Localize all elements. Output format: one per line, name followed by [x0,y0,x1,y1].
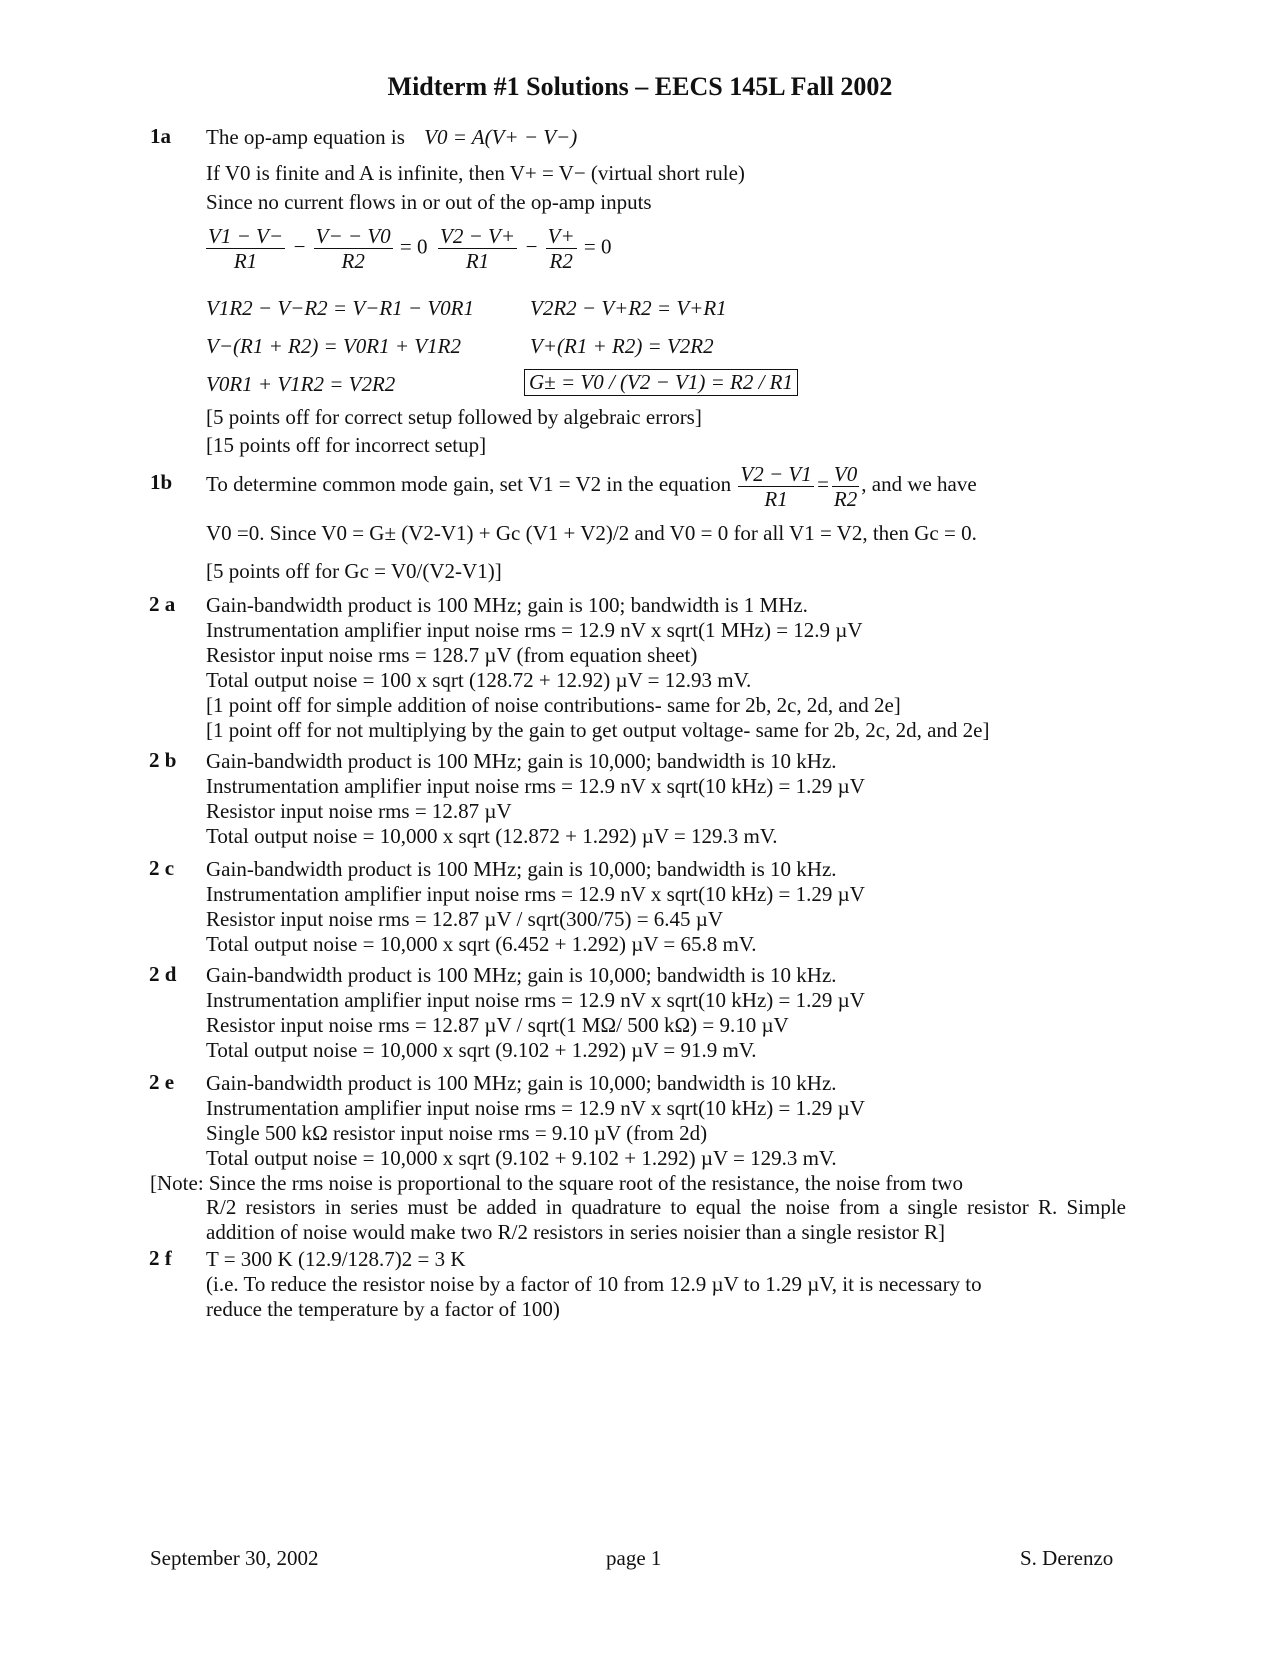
s2b-line: Total output noise = 10,000 x sqrt (12.872 + 1.292) µV = 129.3 mV. [206,824,778,848]
s1a-fraction-eq-1: $\frac{V1 - V-}{R1}$ − $\frac{V- - V0}{R2}$ = 0 [208,224,428,273]
s2f-line-1: T = 300 K (12.9/128.7)2 = 3 K [206,1247,466,1271]
fraction: $\frac{V- - V0}{R2}$ [315,224,391,273]
fraction: $\frac{V1 - V-}{R1}$ [208,224,283,273]
s2e-line: Instrumentation amplifier input noise rms = 12.9 nV x sqrt(10 kHz) = 1.29 µV [206,1096,865,1120]
label-2e: 2 e [149,1070,175,1094]
boxed-result: G± = V0 / (V2 − V1) = R2 / R1 [524,369,798,396]
s1b-line-2: V0 =0. Since V0 = G± (V2-V1) + Gc (V1 + V2)/2 and V0 = 0 for all V1 = V2, then Gc = 0. [206,521,977,545]
s2e-note-start: [Note: Since the rms noise is proportional to the square root of the resistance, the noise from two [150,1171,963,1195]
s2d-line: Instrumentation amplifier input noise rms = 12.9 nV x sqrt(10 kHz) = 1.29 µV [206,988,865,1012]
label-2d: 2 d [149,962,177,986]
s2a-line: [1 point off for simple addition of noise contributions- same for 2b, 2c, 2d, and 2e] [206,693,901,717]
label-2c: 2 c [149,856,175,880]
s2c-line: Instrumentation amplifier input noise rms = 12.9 nV x sqrt(10 kHz) = 1.29 µV [206,882,865,906]
s1a-eq-a3: V0R1 + V1R2 = V2R2 [206,372,396,396]
fraction: $\frac{V0}{R2}$ [833,461,858,511]
s2e-note-rest: R/2 resistors in series must be added in quadrature to equal the noise from a single resistor R. Simple addition of noise would make two R/2 resistors in series noisier than a single resistor R] [206,1195,1126,1244]
s2e-line: Gain-bandwidth product is 100 MHz; gain is 10,000; bandwidth is 10 kHz. [206,1071,837,1095]
s1a-eq-a2: V−(R1 + R2) = V0R1 + V1R2 [206,334,461,358]
s1a-note-1: [5 points off for correct setup followed by algebraic errors] [206,405,702,429]
s2b-line: Resistor input noise rms = 12.87 µV [206,799,512,823]
s2a-line: Resistor input noise rms = 128.7 µV (from equation sheet) [206,643,698,667]
s1b-fraction-eq: $\frac{V2 - V1}{R1}$ = $\frac{V0}{R2}$ [740,461,858,511]
s1a-line-3: Since no current flows in or out of the op-amp inputs [206,190,652,214]
s2a-line: Instrumentation amplifier input noise rms = 12.9 nV x sqrt(1 MHz) = 12.9 µV [206,618,863,642]
s2d-line: Resistor input noise rms = 12.87 µV / sqrt(1 MΩ/ 500 kΩ) = 9.10 µV [206,1013,789,1037]
fraction: $\frac{V+}{R2}$ [547,224,575,273]
s2e-line: Total output noise = 10,000 x sqrt (9.102 + 9.102 + 1.292) µV = 129.3 mV. [206,1146,837,1170]
s1a-text-1: The op-amp equation is [206,125,405,149]
op-amp-equation: V0 = A(V+ − V−) [424,125,578,149]
footer-page-number: page 1 [606,1546,662,1570]
s2c-line: Gain-bandwidth product is 100 MHz; gain is 10,000; bandwidth is 10 kHz. [206,857,837,881]
s2f-line-3: reduce the temperature by a factor of 100) [206,1297,560,1321]
s2f-line-2: (i.e. To reduce the resistor noise by a factor of 10 from 12.9 µV to 1.29 µV, it is necessary to [206,1272,982,1296]
s2d-line: Total output noise = 10,000 x sqrt (9.102 + 1.292) µV = 91.9 mV. [206,1038,757,1062]
s1a-eq-a1: V1R2 − V−R2 = V−R1 − V0R1 [206,296,474,320]
s1b-line-3: [5 points off for Gc = V0/(V2-V1)] [206,559,502,583]
s1a-eq-b1: V2R2 − V+R2 = V+R1 [530,296,727,320]
s2c-line: Total output noise = 10,000 x sqrt (6.452 + 1.292) µV = 65.8 mV. [206,932,757,956]
s1a-line-2: If V0 is finite and A is infinite, then V+ = V− (virtual short rule) [206,161,745,185]
s1a-fraction-eq-2: $\frac{V2 - V+}{R1}$ − $\frac{V+}{R2}$ = 0 [440,224,612,273]
s2d-line: Gain-bandwidth product is 100 MHz; gain is 10,000; bandwidth is 10 kHz. [206,963,837,987]
label-1b: 1b [150,470,173,494]
s2c-line: Resistor input noise rms = 12.87 µV / sqrt(300/75) = 6.45 µV [206,907,724,931]
label-2b: 2 b [149,748,177,772]
s1b-line-1: To determine common mode gain, set V1 = V2 in the equation $\frac{V2 - V1}{R1}$ = $\frac{V0}{R2}$ , and we have [206,461,977,511]
s2a-line: [1 point off for not multiplying by the gain to get output voltage- same for 2b, 2c, 2d, and 2e] [206,718,990,742]
fraction: $\frac{V2 - V1}{R1}$ [740,461,812,511]
s1a-eq-b2: V+(R1 + R2) = V2R2 [530,334,714,358]
s1a-note-2: [15 points off for incorrect setup] [206,433,487,457]
s2b-line: Gain-bandwidth product is 100 MHz; gain is 10,000; bandwidth is 10 kHz. [206,749,837,773]
s2e-line: Single 500 kΩ resistor input noise rms = 9.10 µV (from 2d) [206,1121,708,1145]
fraction: $\frac{V2 - V+}{R1}$ [440,224,515,273]
label-2f: 2 f [149,1246,172,1270]
page-title: Midterm #1 Solutions – EECS 145L Fall 2002 [387,72,893,101]
s2a-line: Gain-bandwidth product is 100 MHz; gain is 100; bandwidth is 1 MHz. [206,593,808,617]
s1a-line-1 [206,124,577,150]
label-1a: 1a [150,124,171,148]
footer-date: September 30, 2002 [150,1546,319,1570]
footer-author: S. Derenzo [1020,1546,1114,1570]
s2b-line: Instrumentation amplifier input noise rms = 12.9 nV x sqrt(10 kHz) = 1.29 µV [206,774,865,798]
label-2a: 2 a [149,592,176,616]
s2a-line: Total output noise = 100 x sqrt (128.72 + 12.92) µV = 12.93 mV. [206,668,752,692]
